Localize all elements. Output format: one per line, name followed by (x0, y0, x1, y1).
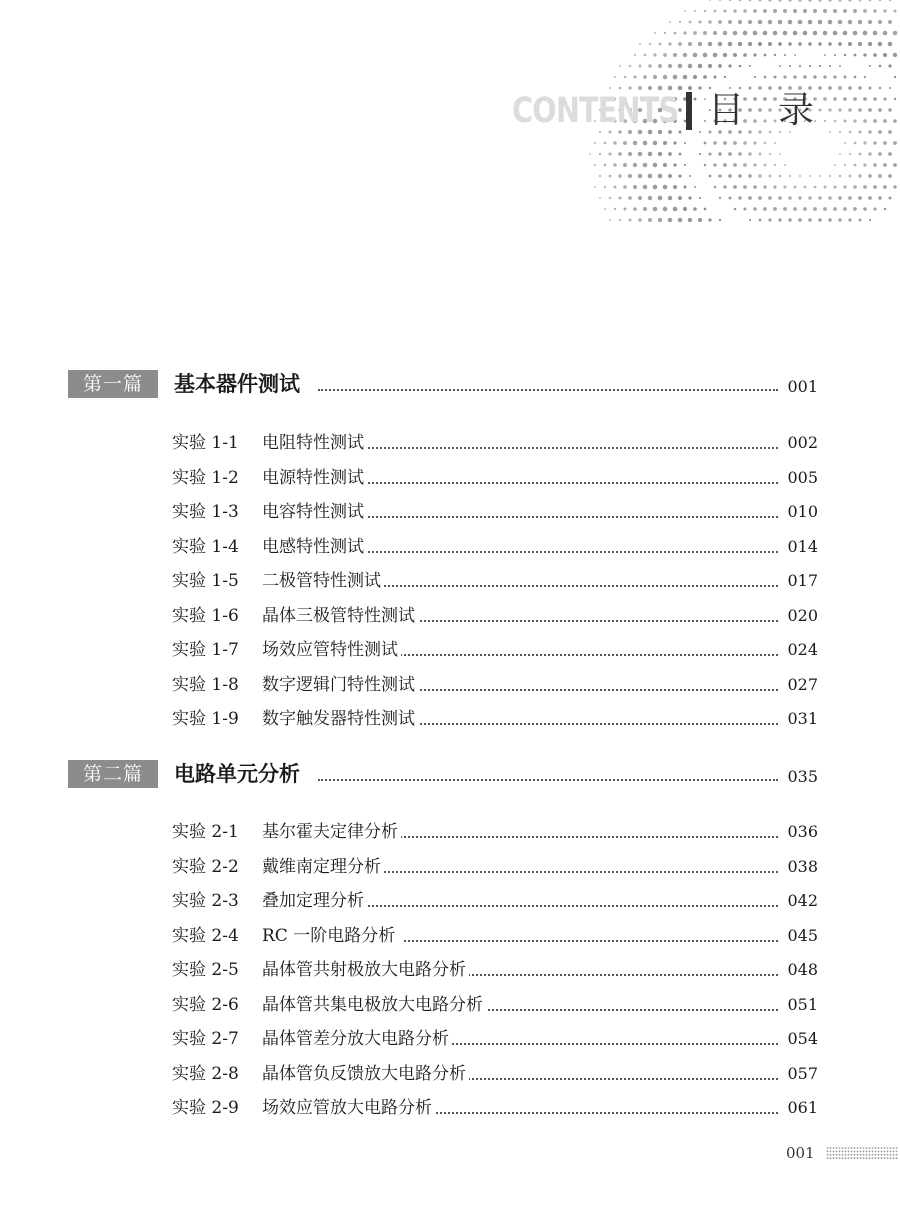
entry-title: 晶体三极管特性测试 (262, 601, 418, 631)
toc-entry[interactable] (172, 817, 818, 847)
entry-title: 场效应管特性测试 (262, 635, 401, 665)
entry-page-number: 031 (787, 709, 818, 728)
entry-page-number: 024 (787, 640, 818, 659)
entry-number: 实验 2-1 (172, 822, 239, 842)
toc-entry[interactable] (172, 428, 818, 458)
entry-page-number: 014 (787, 537, 818, 556)
toc-entry[interactable] (172, 497, 818, 527)
toc-entry[interactable] (172, 886, 818, 916)
entry-number: 实验 1-2 (172, 468, 239, 488)
section-title: 基本器件测试 (174, 368, 306, 400)
entry-number: 实验 2-5 (172, 960, 239, 980)
entry-number: 实验 2-6 (172, 995, 239, 1015)
toc-entry[interactable] (172, 601, 818, 631)
entry-title: 晶体管共集电极放大电路分析 (262, 990, 486, 1020)
dot-leader (318, 389, 778, 391)
entry-title: 叠加定理分析 (262, 886, 367, 916)
entry-number: 实验 1-7 (172, 640, 239, 660)
toc-entry[interactable] (172, 463, 818, 493)
entry-number: 实验 2-4 (172, 926, 239, 946)
entry-page-number: 057 (787, 1064, 818, 1083)
toc-entry[interactable] (172, 566, 818, 596)
entry-title: 晶体管共射极放大电路分析 (262, 955, 469, 985)
entry-number: 实验 1-3 (172, 502, 239, 522)
entry-title: 晶体管负反馈放大电路分析 (262, 1059, 469, 1089)
toc-entry[interactable] (172, 704, 818, 734)
toc-entry[interactable] (172, 955, 818, 985)
contents-word: CONTENTS (512, 91, 679, 131)
entry-number: 实验 1-9 (172, 709, 239, 729)
entry-page-number: 017 (787, 571, 818, 590)
toc-section[interactable] (68, 758, 818, 790)
entry-page-number: 051 (787, 995, 818, 1014)
toc-entry[interactable] (172, 1093, 818, 1123)
entry-number: 实验 1-6 (172, 606, 239, 626)
entry-page-number: 038 (787, 857, 818, 876)
entry-number: 实验 1-5 (172, 571, 239, 591)
footer-dot-pattern (826, 1146, 900, 1160)
entry-page-number: 005 (787, 468, 818, 487)
section-badge: 第一篇 (68, 370, 158, 398)
entry-number: 实验 1-1 (172, 433, 239, 453)
entry-number: 实验 2-3 (172, 891, 239, 911)
entry-page-number: 045 (787, 926, 818, 945)
entry-page-number: 010 (787, 502, 818, 521)
entry-number: 实验 2-7 (172, 1029, 239, 1049)
entry-page-number: 048 (787, 960, 818, 979)
footer-page-number: 001 (786, 1144, 815, 1162)
toc-entry[interactable] (172, 635, 818, 665)
section-title: 电路单元分析 (174, 758, 306, 790)
page-title: 目录 (708, 90, 849, 131)
toc-entry[interactable] (172, 532, 818, 562)
entry-title: 场效应管放大电路分析 (262, 1093, 435, 1123)
entry-title: 电感特性测试 (262, 532, 367, 562)
entry-title: 电源特性测试 (262, 463, 367, 493)
entry-number: 实验 2-2 (172, 857, 239, 877)
entry-page-number: 061 (787, 1098, 818, 1117)
entry-number: 实验 2-9 (172, 1098, 239, 1118)
entry-page-number: 036 (787, 822, 818, 841)
entry-title: 数字触发器特性测试 (262, 704, 418, 734)
page-header (0, 88, 900, 138)
entry-number: 实验 2-8 (172, 1064, 239, 1084)
toc-entry[interactable] (172, 1024, 818, 1054)
entry-title: 电阻特性测试 (262, 428, 367, 458)
section-page-number: 001 (787, 377, 818, 396)
entry-title: 晶体管差分放大电路分析 (262, 1024, 452, 1054)
toc-entry[interactable] (172, 921, 818, 951)
entry-number: 实验 1-8 (172, 675, 239, 695)
toc-entry[interactable] (172, 852, 818, 882)
dot-leader (318, 779, 778, 781)
entry-title: 电容特性测试 (262, 497, 367, 527)
toc-entry[interactable] (172, 670, 818, 700)
section-badge: 第二篇 (68, 760, 158, 788)
entry-page-number: 027 (787, 675, 818, 694)
header-divider (686, 92, 692, 130)
entry-title: 二极管特性测试 (262, 566, 384, 596)
entry-title: 数字逻辑门特性测试 (262, 670, 418, 700)
section-page-number: 035 (787, 767, 818, 786)
entry-page-number: 054 (787, 1029, 818, 1048)
entry-title: 基尔霍夫定律分析 (262, 817, 401, 847)
entry-title: 戴维南定理分析 (262, 852, 384, 882)
toc-entry[interactable] (172, 990, 818, 1020)
entry-title: RC 一阶电路分析 (262, 921, 404, 951)
entry-page-number: 042 (787, 891, 818, 910)
entry-page-number: 020 (787, 606, 818, 625)
toc-entry[interactable] (172, 1059, 818, 1089)
entry-page-number: 002 (787, 433, 818, 452)
entry-number: 实验 1-4 (172, 537, 239, 557)
toc-section[interactable] (68, 368, 818, 400)
